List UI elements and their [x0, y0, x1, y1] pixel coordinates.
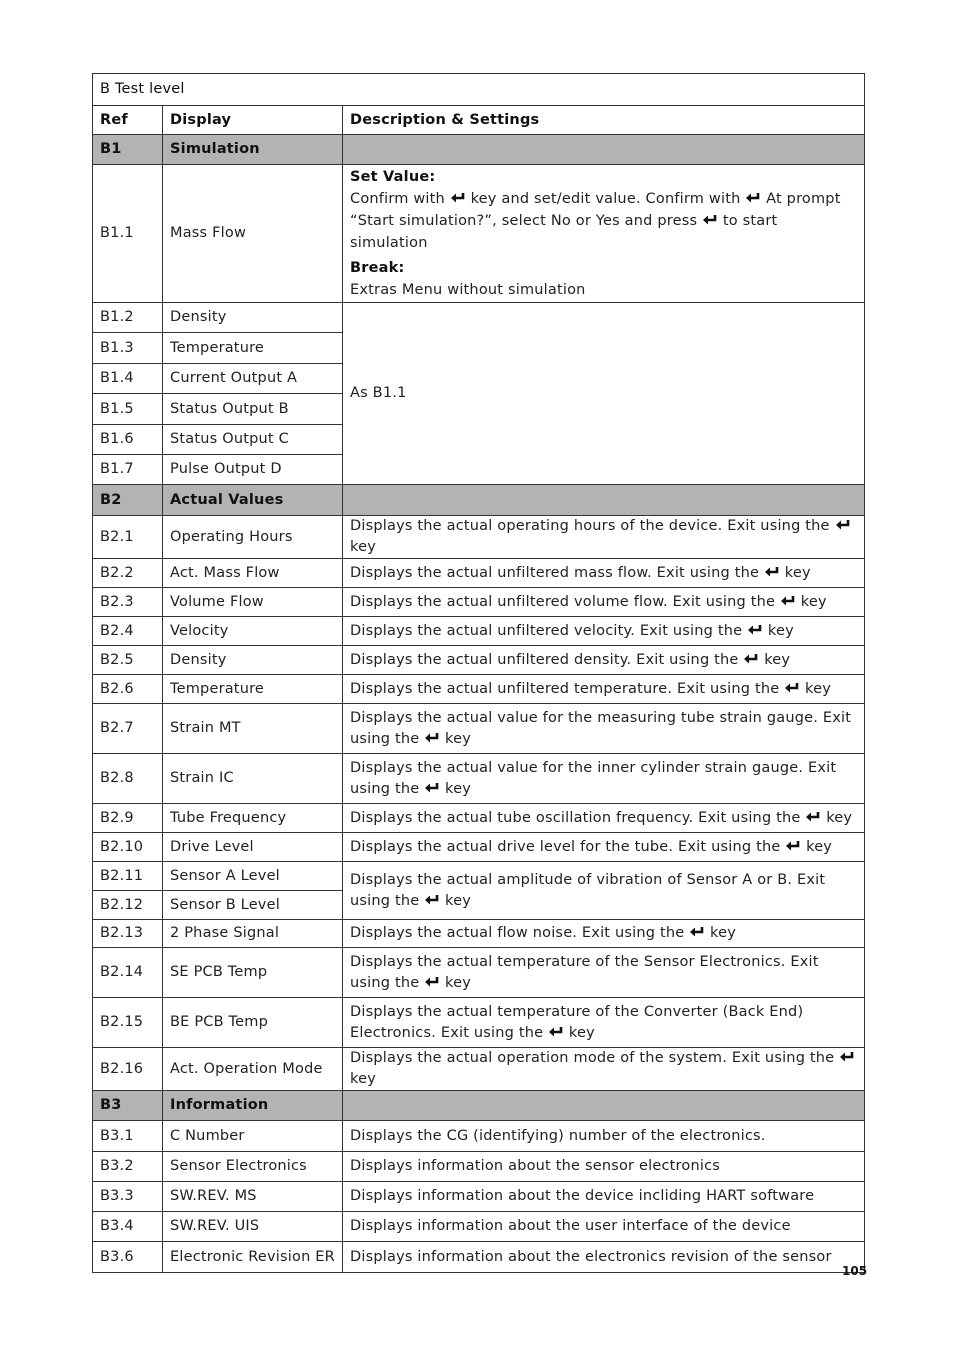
row-ref: B1.5: [93, 394, 163, 425]
table-header-row: [93, 106, 865, 135]
table-title: B Test level: [93, 74, 865, 106]
row-ref: B1.4: [93, 364, 163, 394]
row-ref: B2.9: [93, 804, 163, 833]
description-text: Displays the actual amplitude of vibration of Sensor A or B. Exit using the: [350, 871, 826, 909]
key-word: key: [350, 539, 376, 555]
break-label: Break:: [350, 260, 405, 276]
row-ref: B2.2: [93, 559, 163, 588]
row-description: Displays information about the sensor electronics: [343, 1152, 865, 1182]
description-text: Displays the actual operation mode of the system. Exit using the: [350, 1050, 835, 1066]
row-ref: B1.1: [93, 165, 163, 303]
table-row: [93, 920, 865, 948]
key-word: key: [568, 1024, 595, 1041]
row-description: [343, 675, 865, 704]
section-row-b2: [93, 485, 865, 516]
row-description: As B1.1: [343, 303, 865, 485]
enter-key-icon: [424, 894, 440, 906]
description-text: Displays the actual tube oscillation frequency. Exit using the: [350, 809, 801, 826]
row-display: Current Output A: [163, 364, 343, 394]
row-ref: B2.14: [93, 948, 163, 998]
enter-key-icon: [805, 811, 821, 823]
row-display: SW.REV. UIS: [163, 1212, 343, 1242]
row-display: Drive Level: [163, 833, 343, 862]
row-display: Velocity: [163, 617, 343, 646]
table-row: [93, 754, 865, 804]
enter-key-icon: [784, 682, 800, 694]
row-ref: B1.6: [93, 425, 163, 455]
row-display: Tube Frequency: [163, 804, 343, 833]
table-row: [93, 1048, 865, 1091]
key-word: key: [445, 730, 471, 747]
enter-key-icon: [702, 214, 718, 226]
set-value-text: [350, 188, 857, 254]
row-description: [343, 920, 865, 948]
header-description: Description & Settings: [343, 106, 865, 135]
table-row: [93, 862, 865, 891]
table-row: [93, 998, 865, 1048]
set-value-label: Set Value:: [350, 169, 436, 185]
enter-key-icon: [785, 840, 801, 852]
enter-key-icon: [424, 732, 440, 744]
row-description: [343, 804, 865, 833]
row-description: [343, 646, 865, 675]
row-description: [343, 617, 865, 646]
enter-key-icon: [548, 1026, 564, 1038]
header-display: Display: [163, 106, 343, 135]
row-ref: B2.8: [93, 754, 163, 804]
row-description: [343, 559, 865, 588]
description-text: Displays the actual drive level for the tube. Exit using the: [350, 838, 781, 855]
row-ref: B2.4: [93, 617, 163, 646]
row-ref: B1.7: [93, 455, 163, 485]
row-display: Sensor B Level: [163, 891, 343, 920]
key-word: key: [767, 622, 794, 639]
description-text: Displays the actual unfiltered density. Exit using the: [350, 651, 739, 668]
row-ref: B2.5: [93, 646, 163, 675]
table-row: [93, 1121, 865, 1152]
set-text-b: key and set/edit value. Confirm with: [470, 191, 741, 207]
row-description: Displays the CG (identifying) number of the electronics.: [343, 1121, 865, 1152]
row-display: Act. Mass Flow: [163, 559, 343, 588]
break-text: Extras Menu without simulation: [350, 282, 586, 298]
row-description: Displays information about the device incliding HART software: [343, 1182, 865, 1212]
set-text-a: Confirm with: [350, 191, 445, 207]
section-blank: [343, 1091, 865, 1121]
row-display: Electronic Revision ER: [163, 1242, 343, 1273]
description-text: Displays the actual temperature of the Sensor Electronics. Exit using the: [350, 953, 819, 991]
row-display: Pulse Output D: [163, 455, 343, 485]
table-row: [93, 646, 865, 675]
section-ref: B3: [93, 1091, 163, 1121]
test-level-table: [92, 73, 865, 1273]
row-ref: B2.16: [93, 1048, 163, 1091]
table-row: [93, 833, 865, 862]
row-display: Act. Operation Mode: [163, 1048, 343, 1091]
row-display: Operating Hours: [163, 516, 343, 559]
row-ref: B2.10: [93, 833, 163, 862]
row-ref: B2.11: [93, 862, 163, 891]
table-title-row: [93, 74, 865, 106]
table-row: [93, 948, 865, 998]
section-row-b3: [93, 1091, 865, 1121]
row-ref: B1.3: [93, 333, 163, 364]
table-row: [93, 804, 865, 833]
row-description: Displays information about the user interface of the device: [343, 1212, 865, 1242]
row-ref: B2.6: [93, 675, 163, 704]
row-description: [343, 948, 865, 998]
table-row: [93, 1242, 865, 1273]
table-row: [93, 675, 865, 704]
enter-key-icon: [743, 653, 759, 665]
description-text: Displays the actual unfiltered volume flow. Exit using the: [350, 593, 776, 610]
section-name: Simulation: [163, 135, 343, 165]
row-display: Temperature: [163, 675, 343, 704]
key-word: key: [445, 892, 471, 909]
description-text: Displays the actual value for the measuring tube strain gauge. Exit using the: [350, 709, 852, 747]
section-blank: [343, 485, 865, 516]
description-text: Displays the actual flow noise. Exit using the: [350, 925, 685, 941]
row-description: [343, 833, 865, 862]
section-name: Actual Values: [163, 485, 343, 516]
row-display: Strain IC: [163, 754, 343, 804]
row-description: [343, 998, 865, 1048]
row-description: [343, 588, 865, 617]
row-ref: B2.12: [93, 891, 163, 920]
table-row: [93, 588, 865, 617]
section-blank: [343, 135, 865, 165]
header-ref: Ref: [93, 106, 163, 135]
row-ref: B1.2: [93, 303, 163, 333]
row-ref: B2.13: [93, 920, 163, 948]
description-text: Displays the actual unfiltered temperature. Exit using the: [350, 680, 780, 697]
row-ref: B3.1: [93, 1121, 163, 1152]
row-description: [343, 516, 865, 559]
table-row: [93, 704, 865, 754]
row-description: [343, 862, 865, 920]
section-ref: B1: [93, 135, 163, 165]
enter-key-icon: [780, 595, 796, 607]
key-word: key: [806, 838, 833, 855]
row-ref: B2.3: [93, 588, 163, 617]
key-word: key: [764, 651, 791, 668]
key-word: key: [784, 564, 811, 581]
row-display: SW.REV. MS: [163, 1182, 343, 1212]
row-ref: B2.1: [93, 516, 163, 559]
row-ref: B2.7: [93, 704, 163, 754]
table-row: [93, 1182, 865, 1212]
row-display: Strain MT: [163, 704, 343, 754]
row-ref: B3.4: [93, 1212, 163, 1242]
enter-key-icon: [835, 519, 851, 531]
row-display: SE PCB Temp: [163, 948, 343, 998]
row-ref: B2.15: [93, 998, 163, 1048]
table-row: [93, 516, 865, 559]
row-display: Mass Flow: [163, 165, 343, 303]
enter-key-icon: [450, 192, 466, 204]
row-display: Status Output B: [163, 394, 343, 425]
description-text: Displays the actual unfiltered mass flow. Exit using the: [350, 564, 760, 581]
set-text-d: to start simulation: [350, 213, 778, 251]
table-row: [93, 1152, 865, 1182]
key-word: key: [826, 809, 853, 826]
row-display: Temperature: [163, 333, 343, 364]
enter-key-icon: [424, 782, 440, 794]
row-display: Sensor A Level: [163, 862, 343, 891]
enter-key-icon: [745, 192, 761, 204]
row-display: Sensor Electronics: [163, 1152, 343, 1182]
enter-key-icon: [424, 976, 440, 988]
row-display: Status Output C: [163, 425, 343, 455]
table-row: [93, 303, 865, 333]
row-ref: B3.6: [93, 1242, 163, 1273]
key-word: key: [445, 780, 471, 797]
section-name: Information: [163, 1091, 343, 1121]
row-display: Volume Flow: [163, 588, 343, 617]
table-row: [93, 1212, 865, 1242]
row-display: Density: [163, 646, 343, 675]
row-description: [343, 165, 865, 303]
description-text: Displays the actual unfiltered velocity. Exit using the: [350, 622, 743, 639]
table-row: [93, 617, 865, 646]
key-word: key: [350, 1071, 376, 1087]
description-text: Displays the actual operating hours of the device. Exit using the: [350, 518, 830, 534]
row-display: Density: [163, 303, 343, 333]
row-display: C Number: [163, 1121, 343, 1152]
enter-key-icon: [839, 1051, 855, 1063]
key-word: key: [800, 593, 827, 610]
key-word: key: [805, 680, 832, 697]
description-text: Displays the actual temperature of the Converter (Back End) Electronics. Exit using the: [350, 1003, 804, 1041]
row-display: BE PCB Temp: [163, 998, 343, 1048]
row-description: [343, 754, 865, 804]
section-ref: B2: [93, 485, 163, 516]
key-word: key: [445, 974, 471, 991]
enter-key-icon: [747, 624, 763, 636]
table-row: [93, 559, 865, 588]
enter-key-icon: [764, 566, 780, 578]
section-row-b1: [93, 135, 865, 165]
row-description: Displays information about the electronics revision of the sensor: [343, 1242, 865, 1273]
row-display: 2 Phase Signal: [163, 920, 343, 948]
page-number: 105: [842, 1264, 868, 1278]
row-ref: B3.3: [93, 1182, 163, 1212]
enter-key-icon: [689, 926, 705, 938]
set-text-c: At prompt “Start simulation?”, select No or Yes and press: [350, 191, 841, 229]
b3-rows: [93, 1121, 865, 1273]
b2-rows: [93, 516, 865, 1091]
table-row: [93, 165, 865, 303]
key-word: key: [710, 925, 736, 941]
row-description: [343, 1048, 865, 1091]
row-ref: B3.2: [93, 1152, 163, 1182]
description-text: Displays the actual value for the inner cylinder strain gauge. Exit using the: [350, 759, 837, 797]
row-description: [343, 704, 865, 754]
